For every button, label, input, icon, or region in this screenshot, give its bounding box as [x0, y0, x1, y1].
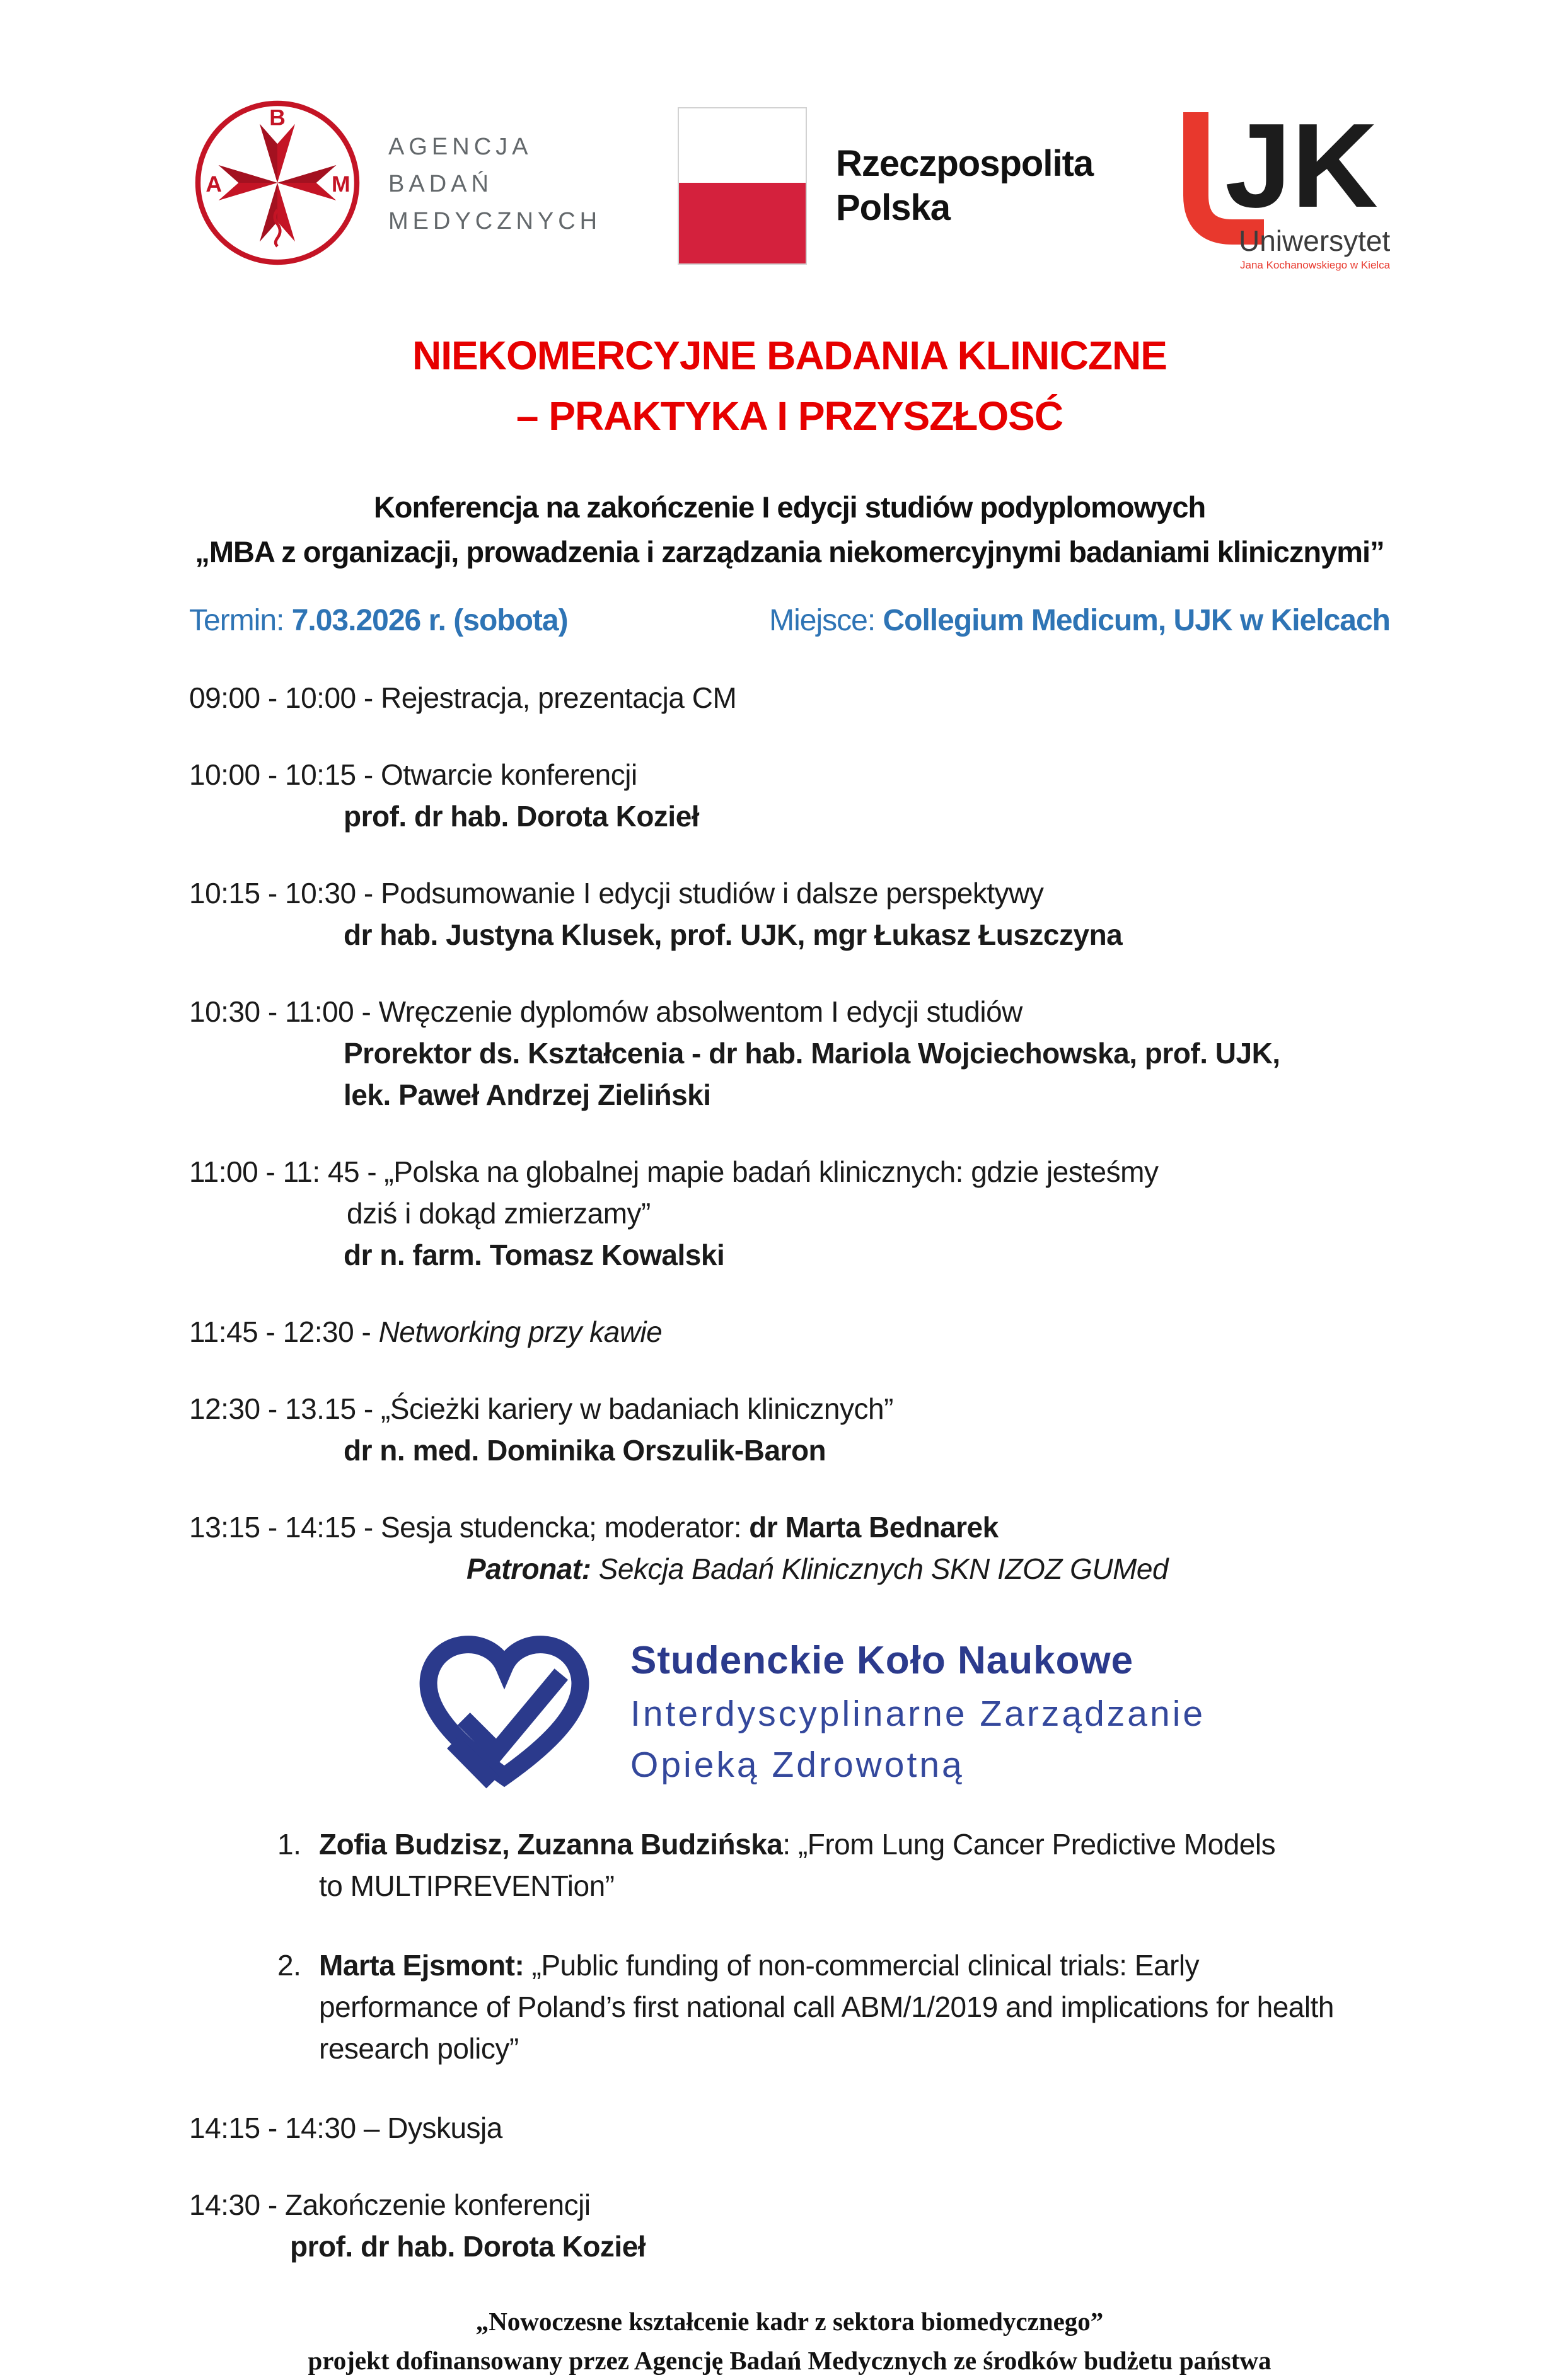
talk-line: performance of Poland’s first national call ABM/1/2019 and implications for health: [319, 1986, 1334, 2028]
student-talks-list: [277, 1823, 1390, 2069]
skn-text-line3: Opieką Zdrowotną: [630, 1740, 1205, 1791]
talk-authors: Marta Ejsmont:: [319, 1949, 524, 1982]
termin: [189, 603, 568, 638]
title-line2: – PRAKTYKA I PRZYSZŁOSĆ: [189, 386, 1390, 446]
closing-items: [189, 2107, 1390, 2267]
ujk-logo-icon: [1169, 101, 1390, 284]
schedule-item: [189, 1311, 1390, 1353]
schedule-item: [189, 2184, 1390, 2267]
schedule-speaker: dr hab. Justyna Klusek, prof. UJK, mgr Łukasz Łuszczyna: [344, 914, 1390, 956]
schedule-line: [189, 1311, 1390, 1353]
schedule-moderator: dr Marta Bednarek: [749, 1511, 998, 1544]
schedule-line: 10:15 - 10:30 - Podsumowanie I edycji studiów i dalsze perspektywy: [189, 872, 1390, 914]
talk-title: „Public funding of non-commercial clinical trials: Early: [524, 1949, 1199, 1982]
schedule-speaker: Prorektor ds. Kształcenia - dr hab. Mariola Wojciechowska, prof. UJK,: [344, 1032, 1390, 1074]
footer-line2: projekt dofinansowany przez Agencję Badań Medycznych ze środków budżetu państwa: [189, 2342, 1390, 2380]
schedule-item: [189, 2107, 1390, 2149]
poland-name: [836, 142, 1093, 229]
abm-text-line1: AGENCJA: [388, 129, 601, 166]
patronat-text: Sekcja Badań Klinicznych SKN IZOZ GUMed: [591, 1552, 1168, 1585]
abm-letter-m: M: [332, 171, 350, 197]
ujk-caption: Jana Kochanowskiego w Kielcach: [1240, 259, 1390, 271]
miejsce: [769, 603, 1390, 638]
abm-text-line3: MEDYCZNYCH: [388, 203, 601, 240]
subtitle: [189, 485, 1390, 574]
talk-body: [319, 1944, 1334, 2069]
subtitle-line2: „MBA z organizacji, prowadzenia i zarządzania niekomercyjnymi badaniami klinicznymi”: [189, 530, 1390, 575]
miejsce-value: Collegium Medicum, UJK w Kielcach: [883, 604, 1390, 637]
termin-label: Termin:: [189, 604, 292, 637]
termin-value: 7.03.2026 r. (sobota): [292, 604, 568, 637]
footer-line1: „Nowoczesne kształcenie kadr z sektora biomedycznego”: [189, 2302, 1390, 2342]
schedule-line: [189, 1506, 1390, 1548]
miejsce-label: Miejsce:: [769, 604, 883, 637]
schedule-item: [189, 991, 1390, 1116]
schedule-line: 09:00 - 10:00 - Rejestracja, prezentacja CM: [189, 677, 1390, 719]
talk-line: [319, 1823, 1275, 1865]
abm-logo-text: [388, 129, 601, 240]
schedule-item: [189, 754, 1390, 837]
schedule-speaker: prof. dr hab. Dorota Kozieł: [290, 2226, 1390, 2267]
schedule-item: [189, 1506, 1390, 1590]
schedule-line: 10:00 - 10:15 - Otwarcie konferencji: [189, 754, 1390, 795]
talk-number: 2.: [277, 1944, 319, 2069]
schedule-speaker: prof. dr hab. Dorota Kozieł: [344, 795, 1390, 837]
skn-text-line2: Interdyscyplinarne Zarządzanie: [630, 1689, 1205, 1740]
schedule-line-continuation: dziś i dokąd zmierzamy”: [347, 1193, 1390, 1234]
skn-logo-text: [630, 1633, 1205, 1791]
poland-flag-icon: [678, 107, 807, 265]
patronat-line: [466, 1548, 1390, 1590]
header-logo-row: [189, 95, 1390, 303]
skn-heart-icon: [403, 1625, 605, 1798]
schedule-time: 11:45 - 12:30 -: [189, 1315, 379, 1348]
talk-authors: Zofia Budzisz, Zuzanna Budzińska: [319, 1828, 782, 1861]
list-item: [277, 1823, 1390, 1907]
schedule-speaker: lek. Paweł Andrzej Zieliński: [344, 1074, 1390, 1116]
skn-logo: [403, 1625, 1390, 1798]
list-item: [277, 1944, 1390, 2069]
schedule-activity-italic: Networking przy kawie: [379, 1315, 663, 1348]
talk-body: [319, 1823, 1275, 1907]
ujk-name: Uniwersytet: [1239, 224, 1390, 257]
schedule-item: [189, 872, 1390, 956]
schedule-item: [189, 1151, 1390, 1276]
schedule-speaker: dr n. med. Dominika Orszulik-Baron: [344, 1430, 1390, 1471]
skn-text-line1: Studenckie Koło Naukowe: [630, 1633, 1205, 1689]
abm-text-line2: BADAŃ: [388, 166, 601, 203]
talk-line: to MULTIPREVENTion”: [319, 1865, 1275, 1907]
abm-cross-icon: [189, 95, 366, 274]
page-title: [189, 325, 1390, 446]
poland-name-line2: Polska: [836, 186, 1093, 230]
talk-number: 1.: [277, 1823, 319, 1907]
talk-line: [319, 1944, 1334, 1986]
abm-letter-a: A: [206, 171, 222, 197]
patronat-label: Patronat:: [466, 1552, 591, 1585]
schedule-line: 10:30 - 11:00 - Wręczenie dyplomów absolwentom I edycji studiów: [189, 991, 1390, 1032]
schedule-item: [189, 677, 1390, 719]
schedule-line: 14:15 - 14:30 – Dyskusja: [189, 2107, 1390, 2149]
poland-logo: [678, 107, 1093, 265]
schedule: [189, 677, 1390, 1590]
schedule-line: 12:30 - 13.15 - „Ścieżki kariery w badaniach klinicznych”: [189, 1388, 1390, 1430]
ujk-mark: JK: [1225, 101, 1378, 233]
talk-line: research policy”: [319, 2028, 1334, 2069]
schedule-speaker: dr n. farm. Tomasz Kowalski: [344, 1234, 1390, 1276]
schedule-line: 11:00 - 11: 45 - „Polska na globalnej mapie badań klinicznych: gdzie jesteśmy: [189, 1151, 1390, 1193]
ujk-logo: [1169, 101, 1390, 287]
schedule-line: 14:30 - Zakończenie konferencji: [189, 2184, 1390, 2226]
schedule-time: 13:15 - 14:15 - Sesja studencka; moderator:: [189, 1511, 749, 1544]
abm-logo: [189, 95, 601, 274]
poland-name-line1: Rzeczpospolita: [836, 142, 1093, 186]
title-line1: NIEKOMERCYJNE BADANIA KLINICZNE: [189, 325, 1390, 386]
abm-letter-b: B: [269, 105, 286, 130]
schedule-item: [189, 1388, 1390, 1471]
footer: [189, 2302, 1390, 2380]
talk-title: : „From Lung Cancer Predictive Models: [782, 1828, 1275, 1861]
date-place-row: [189, 603, 1390, 638]
subtitle-line1: Konferencja na zakończenie I edycji studiów podyplomowych: [189, 485, 1390, 530]
